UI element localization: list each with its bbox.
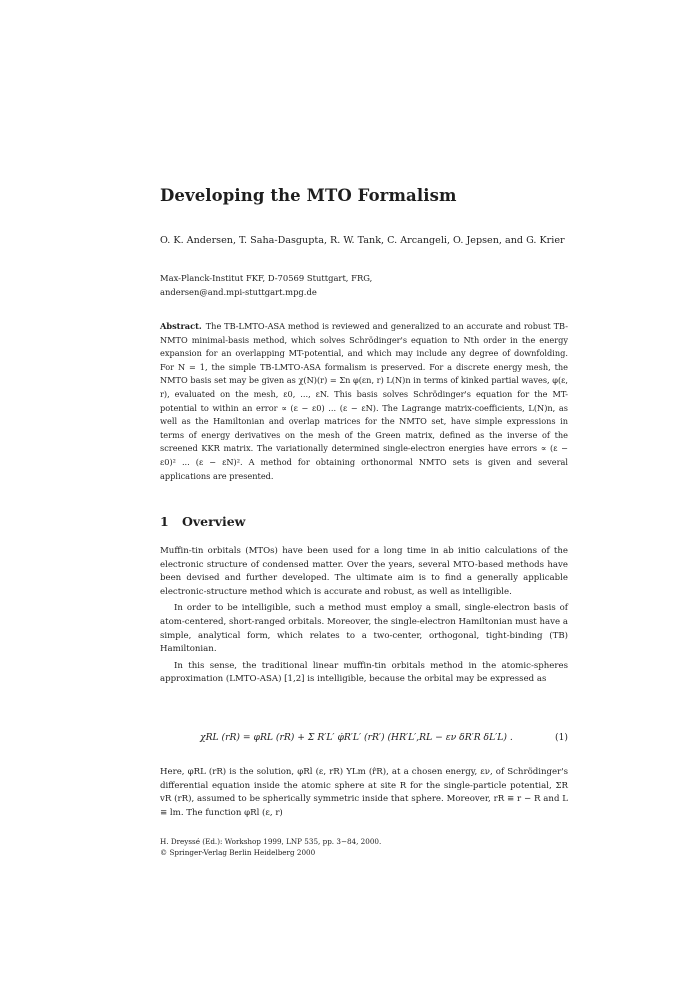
affiliation-institute: Max-Planck-Institut FKF, D-70569 Stuttgart, FRG, xyxy=(160,273,373,283)
section-title: Overview xyxy=(182,514,246,529)
paragraph: In order to be intelligible, such a method must employ a small, single-electron basis of atom-centered, short-ranged orbitals. Moreover, the single-electron Hamiltonian must have a simple, analytical form, which relates to a two-center, orthogonal, tight-binding (TB) Hamiltonian. xyxy=(160,603,568,655)
paragraph: Muffin-tin orbitals (MTOs) have been used for a long time in ab initio calculations of the electronic structure of condensed matter. Over the years, several MTO-based methods have been devised and further developed. The ultimate aim is to find a generally applicable electronic-structure method which is accurate and robust, as well as intelligible. xyxy=(160,546,568,597)
abstract xyxy=(160,320,568,483)
paper-title: Developing the MTO Formalism xyxy=(160,186,457,205)
equation-1 xyxy=(160,724,568,754)
paragraph: Here, φRL (rR) is the solution, φRl (ε, rR) YLm (r̂R), at a chosen energy, εν, of Schrödinger's differential equation inside the atomic sphere at site R for the single-particle potential, ΣR vR (rR), assumed to be spherically symmetric inside that sphere. Moreover, rR ≡ r − R and L ≡ lm. The function φRl (ε, r) xyxy=(160,767,568,818)
equation-body: χRL (rR) = φRL (rR) + Σ R′L′ φ̇R′L′ (rR′) (HR′L′,RL − εν δR′R δL′L) . xyxy=(200,732,513,743)
abstract-text: The TB-LMTO-ASA method is reviewed and generalized to an accurate and robust TB-NMTO minimal-basis method, which solves Schrödinger's equation to Nth order in the energy expansion for an overlapping MT-potential, and which may include any degree of downfolding. For N = 1, the simple TB-LMTO-ASA formalism is preserved. For a discrete energy mesh, the NMTO basis set may be given as χ(N)(r) = Σn φ(εn, r) L(N)n in terms of kinked partial waves, φ(ε, r), evaluated on the mesh, ε0, ..., εN. This basis solves Schrödinger's equation for the MT-potential to within an error ∝ (ε − ε0) ... (ε − εN). The Lagrange matrix-coefficients, L(N)n, as well as the Hamiltonian and overlap matrices for the NMTO set, have simple expressions in terms of energy derivatives on the mesh of the Green matrix, defined as the inverse of the screened KKR matrix. The variationally determined single-electron energies have errors ∝ (ε − ε0)² ... (ε − εN)². A method for obtaining orthonormal NMTO sets is given and several applications are presented. xyxy=(160,321,568,481)
section-number: 1 xyxy=(160,514,169,529)
author-list: O. K. Andersen, T. Saha-Dasgupta, R. W. Tank, C. Arcangeli, O. Jepsen, and G. Krier xyxy=(160,235,565,246)
affiliation-email: andersen@and.mpi-stuttgart.mpg.de xyxy=(160,287,317,297)
section-body xyxy=(160,545,568,690)
section-body-continued xyxy=(160,766,568,820)
copyright-line: © Springer-Verlag Berlin Heidelberg 2000 xyxy=(160,848,316,857)
abstract-label: Abstract. xyxy=(160,321,202,331)
page-footer xyxy=(160,836,568,858)
section-heading xyxy=(160,514,568,529)
paragraph: In this sense, the traditional linear muffin-tin orbitals method in the atomic-spheres approximation (LMTO-ASA) [1,2] is intelligible, because the orbital may be expressed as xyxy=(160,660,568,685)
affiliation xyxy=(160,271,568,299)
equation-number: (1) xyxy=(554,732,568,743)
citation-line: H. Dreyssé (Ed.): Workshop 1999, LNP 535, pp. 3−84, 2000. xyxy=(160,837,382,846)
